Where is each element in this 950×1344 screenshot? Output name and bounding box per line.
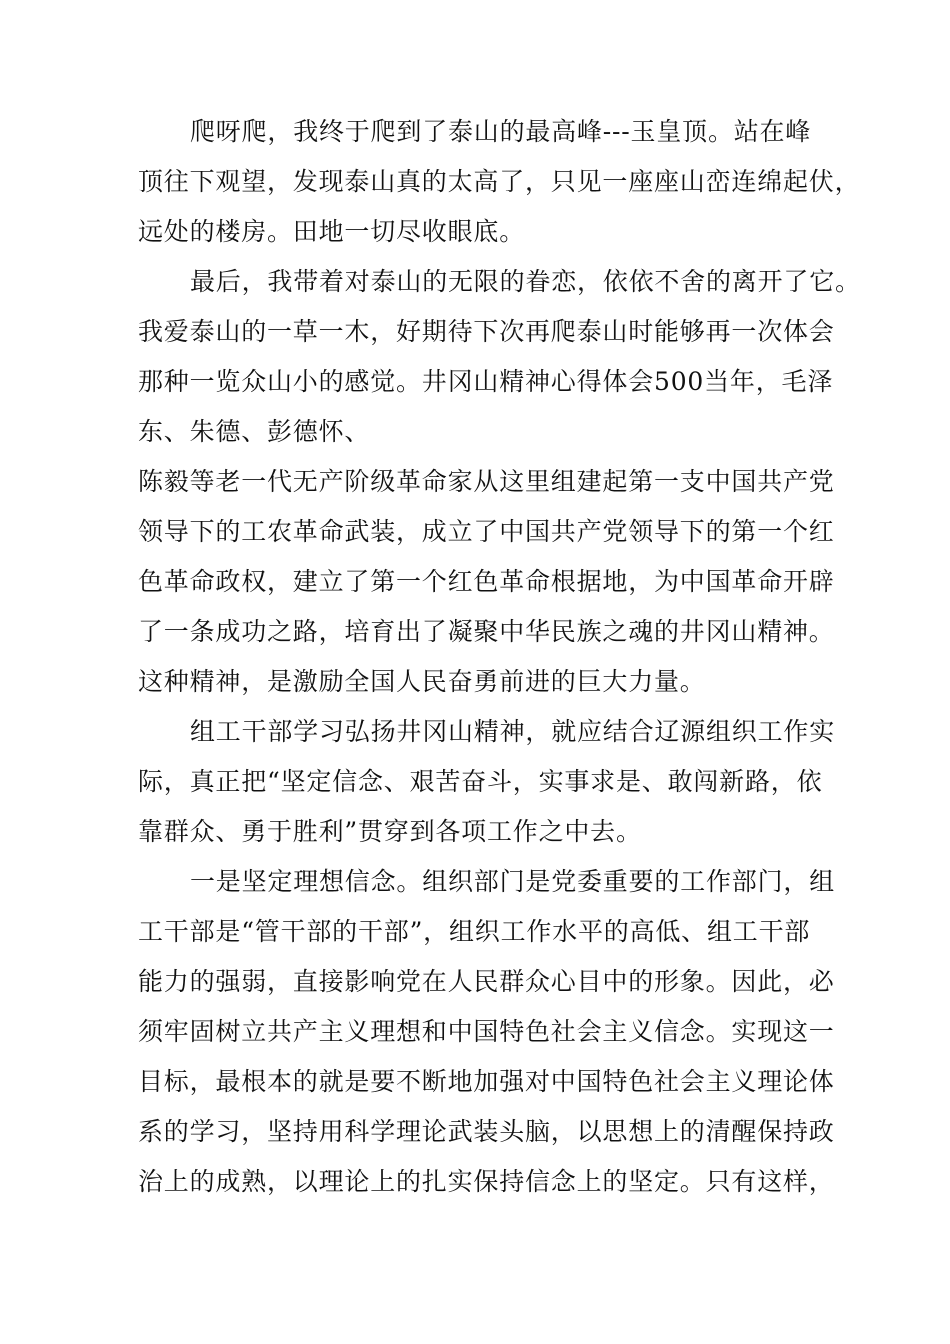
text-line: 远处的楼房。田地一切尽收眼底。 (138, 217, 526, 246)
text-line: 陈毅等老一代无产阶级革命家从这里组建起第一支中国共产党 (138, 467, 835, 496)
text-line: 领导下的工农革命武装，成立了中国共产党领导下的第一个红 (138, 517, 835, 546)
text-line: 了一条成功之路，培育出了凝聚中华民族之魂的井冈山精神。 (138, 617, 835, 646)
text-line: 系的学习，坚持用科学理论武装头脑，以思想上的清醒保持政 (138, 1117, 835, 1146)
text-line: 这种精神，是激励全国人民奋勇前进的巨大力量。 (138, 667, 706, 696)
text-line: 工干部是“管干部的干部”，组织工作水平的高低、组工干部 (138, 917, 811, 946)
text-line: 须牢固树立共产主义理想和中国特色社会主义信念。实现这一 (138, 1017, 835, 1046)
text-line: 爬呀爬，我终于爬到了泰山的最高峰---玉皇顶。站在峰 (190, 117, 812, 146)
text-line: 那种一览众山小的感觉。井冈山精神心得体会500当年，毛泽 (138, 367, 834, 396)
text-line: 组工干部学习弘扬井冈山精神，就应结合辽源组织工作实 (190, 717, 836, 746)
text-line: 顶往下观望，发现泰山真的太高了，只见一座座山峦连绵起伏， (138, 167, 861, 196)
text-line: 际，真正把“坚定信念、艰苦奋斗，实事求是、敢闯新路，依 (138, 767, 823, 796)
text-line: 一是坚定理想信念。组织部门是党委重要的工作部门，组 (190, 867, 836, 896)
text-line: 东、朱德、彭德怀、 (138, 417, 371, 446)
text-line: 目标，最根本的就是要不断地加强对中国特色社会主义理论体 (138, 1067, 835, 1096)
text-line: 色革命政权，建立了第一个红色革命根据地，为中国革命开辟 (138, 567, 835, 596)
text-line: 靠群众、勇于胜利”贯穿到各项工作之中去。 (138, 817, 642, 846)
text-line: 最后，我带着对泰山的无限的眷恋，依依不舍的离开了它。 (190, 267, 861, 296)
text-line: 治上的成熟，以理论上的扎实保持信念上的坚定。只有这样， (138, 1167, 835, 1196)
text-line: 我爱泰山的一草一木，好期待下次再爬泰山时能够再一次体会 (138, 317, 835, 346)
text-line: 能力的强弱，直接影响党在人民群众心目中的形象。因此，必 (138, 967, 835, 996)
